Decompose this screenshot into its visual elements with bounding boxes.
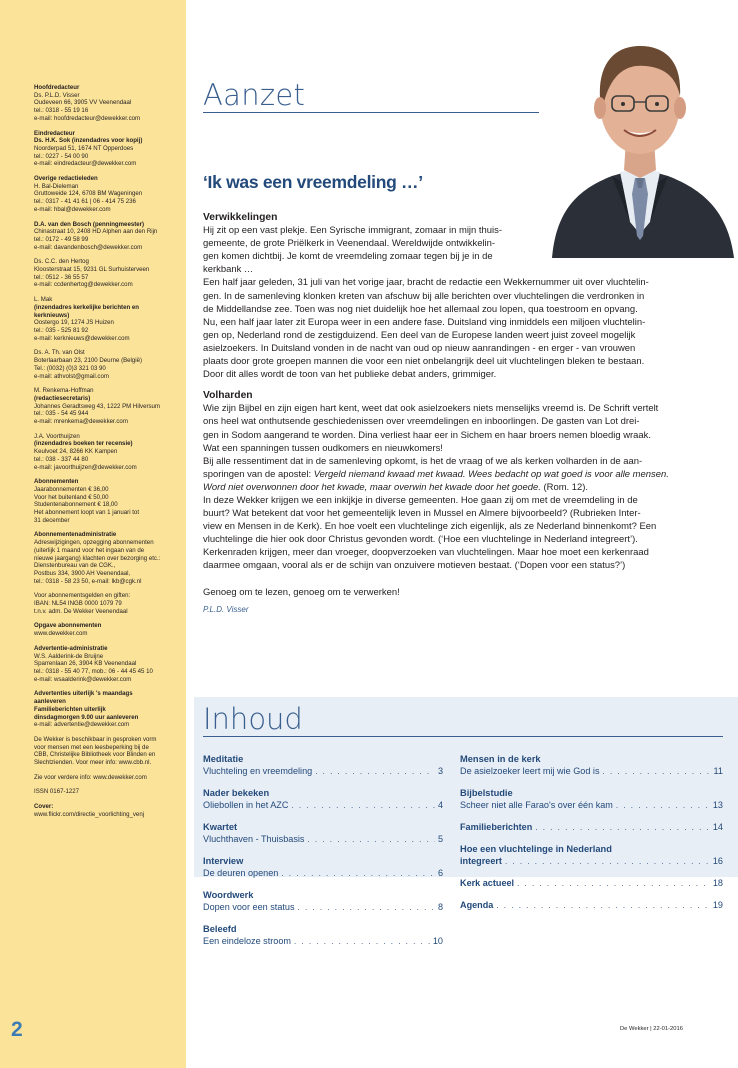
toc-title: Oliebollen in het AZC [203, 800, 289, 810]
colophon-line: L. Mak [34, 296, 53, 304]
toc-entry[interactable] [203, 889, 443, 914]
article-line: Wat een spanningen tussen oudkomers en nieuwkomers! [203, 442, 443, 454]
colophon-line: aanleveren [34, 698, 66, 706]
colophon-line: Zie voor verdere info: www.dewekker.com [34, 773, 147, 781]
article-line: buurt? Wat betekent dat voor het gemeentelijk leven in Mussel en Almere bijvoorbeeld? (Rubrieken Inter- [203, 508, 641, 520]
toc-leader [291, 800, 435, 812]
toc-section: Bijbelstudie [460, 788, 513, 798]
colophon-line: e-mail: wsaalderink@dewekker.com [34, 675, 132, 683]
colophon-block [34, 258, 184, 289]
colophon-block [34, 531, 184, 585]
colophon-block [34, 788, 184, 796]
colophon-line: (redactiesecretaris) [34, 394, 91, 402]
colophon-block [34, 803, 184, 818]
colophon-block [34, 387, 184, 426]
colophon-line: Postbus 334, 3900 AH Veenendaal, [34, 569, 131, 577]
colophon-line: e-mail: hbal@dewekker.com [34, 205, 111, 213]
toc-entry[interactable] [460, 753, 723, 778]
colophon-line: tel.: 0512 - 36 55 57 [34, 273, 89, 281]
colophon-line: Ds. C.C. den Hertog [34, 258, 89, 266]
toc-row [460, 799, 723, 812]
toc-leader [616, 800, 710, 812]
toc-entry[interactable] [203, 923, 443, 948]
colophon-line: tel.: 0318 - 55 19 16 [34, 107, 89, 115]
inhoud-rule [203, 736, 723, 737]
colophon-line: (uiterlijk 1 maand voor het ingaan van de [34, 546, 145, 554]
colophon-line: Voor het buitenland € 50,00 [34, 493, 109, 501]
colophon-line: Voor abonnementsgelden en giften: [34, 592, 131, 600]
toc-title: Familieberichten [460, 822, 533, 832]
colophon-line: kerknieuws) [34, 311, 70, 319]
colophon-line: W.S. Aalderink-de Bruijne [34, 652, 104, 660]
colophon-block [34, 736, 184, 767]
colophon-line: e-mail: advertentie@dewekker.com [34, 721, 130, 729]
colophon [34, 84, 184, 826]
colophon-block [34, 221, 184, 252]
toc-section: Nader bekeken [203, 788, 270, 798]
colophon-line: Noorderpad 51, 1674 NT Opperdoes [34, 144, 134, 152]
colophon-line: Studentenabonnement € 18,00 [34, 501, 118, 509]
colophon-line: Chinastraat 10, 2408 HD Alphen aan den Rijn [34, 228, 158, 236]
colophon-line: J.A. Voorthuijzen [34, 432, 80, 440]
toc-entry[interactable] [203, 821, 443, 846]
article-line: gemeente, de grote Priëlkerk in Veenendaal. Wereldwijde ontwikkelin- [203, 238, 496, 250]
toc-page-number: 19 [712, 900, 723, 910]
subhead-volharden: Volharden [203, 390, 253, 402]
colophon-line: Tel.: (0032) (0)3 321 03 90 [34, 364, 106, 372]
colophon-line: Eindredacteur [34, 129, 75, 137]
article-line: de Middellandse zee. Toen was nog niet duidelijk hoe het allemaal zou lopen, qua toestroom en opvang. [203, 303, 638, 315]
colophon-line: (inzendadres kerkelijke berichten en [34, 303, 139, 311]
colophon-block [34, 433, 184, 472]
article-line: In deze Wekker krijgen we een inkijkje in diverse gemeenten. Hoe gaan zij om met de vreemdeling in de [203, 494, 638, 506]
toc-page-number: 3 [437, 766, 443, 776]
colophon-line: tel.: 038 - 337 44 80 [34, 455, 89, 463]
colophon-line: voor mensen met een leesbeperking bij de [34, 743, 149, 751]
article-line: gen op, Nederland rond de zestigduizend. Een deel van de Europese landen weert juist zoveel mogelijk [203, 329, 636, 341]
toc-section: Kwartet [203, 822, 238, 832]
toc-page-number: 16 [712, 856, 723, 866]
colophon-line: Jaarabonnementen € 36,00 [34, 485, 109, 493]
quote-intro: sporingen van de apostel: [203, 468, 314, 480]
page-number: 2 [11, 1018, 23, 1041]
toc-left-column [203, 753, 443, 957]
colophon-line: tel.: 0318 - 58 23 50, e-mail: lkb@cgk.nl [34, 577, 142, 585]
colophon-line: tel.: 0317 - 41 41 61 | 06 - 414 75 236 [34, 198, 136, 206]
toc-leader [603, 766, 711, 778]
issue-footer: De Wekker | 22-01-2016 [620, 1026, 683, 1032]
colophon-line: H. Bal-Dieleman [34, 182, 79, 190]
toc-section: Interview [203, 856, 244, 866]
toc-row [203, 765, 443, 778]
colophon-line: e-mail: ccdenhertog@dewekker.com [34, 281, 133, 289]
toc-row [203, 833, 443, 846]
colophon-line: www.dewekker.com [34, 630, 88, 638]
colophon-line: e-mail: javoorthuijzen@dewekker.com [34, 463, 137, 471]
colophon-line: Slechtzienden. Voor meer info: www.cbb.nl. [34, 759, 152, 767]
colophon-line: Oudeveen 66, 3905 VV Veenendaal [34, 99, 132, 107]
colophon-block [34, 592, 184, 615]
colophon-line: tel.: 0318 - 55 40 77, mob.: 06 - 44 45 45 10 [34, 668, 153, 675]
colophon-line: Ds. H.K. Sok (inzendadres voor kopij) [34, 137, 143, 145]
colophon-line: Oostergo 19, 1274 JS Huizen [34, 319, 114, 327]
toc-leader [307, 834, 435, 846]
colophon-block [34, 622, 184, 637]
article-line: view en Mensen in de Kerk). En hoe voelt een vluchtelinge zich eigenlijk, als ze Nederland binnenkomt? Een [203, 521, 657, 533]
toc-entry[interactable] [460, 877, 723, 890]
toc-leader [517, 878, 710, 890]
colophon-line: Opgave abonnementen [34, 622, 102, 630]
toc-section: Beleefd [203, 924, 237, 934]
subhead-verwikkelingen: Verwikkelingen [203, 212, 278, 223]
toc-leader [294, 936, 430, 948]
closing-line: Genoeg om te lezen, genoeg om te verwerken! [203, 586, 400, 598]
toc-leader [505, 856, 710, 868]
colophon-line: Ds. P.L.D. Visser [34, 91, 80, 99]
colophon-line: Advertenties uiterlijk 's maandags [34, 690, 133, 698]
colophon-block [34, 349, 184, 380]
quote-text-1: Vergeld niemand kwaad met kwaad. Wees bedacht op wat goed is voor alle mensen. [313, 468, 669, 480]
colophon-line: www.flickr.com/directie_voorlichting_venj [34, 810, 145, 818]
colophon-block [34, 690, 184, 729]
colophon-line: 31 december [34, 516, 70, 524]
colophon-line: nieuwe jaargang) klachten over bezorging etc.: [34, 554, 161, 562]
toc-row [460, 765, 723, 778]
colophon-line: e-mail: davandenbosch@dewekker.com [34, 243, 143, 251]
toc-entry[interactable] [460, 899, 723, 912]
toc-title: Dopen voor een status [203, 902, 295, 912]
colophon-line: tel.: 035 - 54 45 944 [34, 410, 89, 418]
colophon-block [34, 175, 184, 214]
colophon-line: Adreswijzigingen, opzegging abonnementen [34, 539, 154, 547]
paragraph-volharden [203, 402, 703, 467]
toc-title: Kerk actueel [460, 878, 515, 888]
colophon-block [34, 645, 184, 684]
toc-leader [535, 822, 710, 834]
toc-page-number: 8 [437, 902, 443, 912]
toc-row [203, 935, 443, 948]
colophon-line: e-mail: kerknieuws@dewekker.com [34, 334, 130, 342]
toc-entry[interactable] [460, 821, 723, 834]
article-line: daarmee omgaan, vooral als er de schijn van onzuivere motieven bestaat. (‘Dopen voor een status?’) [203, 560, 626, 572]
toc-page-number: 5 [437, 834, 443, 844]
colophon-line: Cover: [34, 803, 54, 811]
toc-row [460, 855, 723, 868]
article-body [203, 211, 703, 616]
article-line: ons heel wat onthutsende geschiedenissen over vreemdelingen en inboorlingen. De gasten van Lot drei- [203, 416, 640, 428]
toc-page-number: 13 [712, 800, 723, 810]
toc-title: integreert [460, 856, 502, 866]
colophon-line: t.n.v. adm. De Wekker Veenendaal [34, 607, 128, 615]
quote-text-2: Word niet overwonnen door het kwade, maar overwin het kwade door het goede. [203, 481, 541, 493]
colophon-line: tel.: 035 - 525 81 92 [34, 326, 89, 334]
toc-title: Scheer niet alle Farao's over één kam [460, 800, 613, 810]
colophon-line: tel.: 0227 - 54 00 90 [34, 152, 89, 160]
toc-right-column [460, 753, 723, 921]
toc-title: Vluchteling en vreemdeling [203, 766, 313, 776]
colophon-line: Kloosterstraat 15, 9231 GL Surhuisterveen [34, 266, 150, 274]
colophon-block [34, 130, 184, 169]
colophon-line: e-mail: eindredacteur@dewekker.com [34, 160, 137, 168]
colophon-line: Familieberichten uiterlijk [34, 705, 106, 713]
paragraph-verwikkelingen [203, 224, 703, 381]
colophon-line: Dienstenbureau van de CGK., [34, 562, 116, 570]
colophon-line: Boterlaarbaan 23, 2100 Deurne (België) [34, 357, 143, 365]
article-line: gen. In de samenleving klonken kreten van afschuw bij alle berichten over vluchtelingen die verdronken in [203, 290, 645, 302]
toc-entry[interactable] [203, 855, 443, 880]
colophon-line: CBB, Christelijke Bibliotheek voor Blinden en [34, 751, 156, 759]
article-line: Een half jaar geleden, 31 juli van het vorige jaar, bracht de redactie een Wekkernummer uit over vluchtelin- [203, 277, 649, 289]
colophon-line: Advertentie-administratie [34, 644, 108, 652]
colophon-line: ISSN 0167-1227 [34, 788, 80, 796]
article-headline: ‘Ik was een vreemdeling …’ [203, 172, 423, 192]
article-line: gen komen dichtbij. Je komt de vreemdeling zomaar tegen bij je in de [203, 251, 493, 263]
article-line: Nu, een half jaar later zit Europa weer in een andere fase. Duitsland ving inmiddels een miljoen vluchtelin- [203, 316, 646, 328]
toc-page-number: 18 [712, 878, 723, 888]
toc-leader [281, 868, 435, 880]
colophon-line: Johannes Geradtsweg 43, 1222 PM Hilversum [34, 402, 161, 410]
colophon-block [34, 478, 184, 524]
toc-entry[interactable] [460, 843, 723, 868]
article-line: plaats door grote groepen mannen die voor een niet onbelangrijk deel uit vluchtelingen bleken te bestaan. [203, 356, 645, 368]
section-title-aanzet: Aanzet [203, 78, 306, 112]
paragraph-gemeenten [203, 494, 703, 573]
toc-page-number: 10 [432, 936, 443, 946]
colophon-line: Ds. A. Th. van Olst [34, 349, 85, 357]
colophon-line: De Wekker is beschikbaar in gesproken vorm [34, 735, 157, 743]
colophon-block [34, 774, 184, 782]
apostle-quote-line-1 [203, 468, 703, 481]
colophon-line: e-mail: athvolst@gmail.com [34, 372, 109, 380]
toc-title: Agenda [460, 900, 494, 910]
apostle-quote-line-2 [203, 481, 703, 494]
toc-row [203, 799, 443, 812]
article-line: Kerkenraden krijgen, meer dan vroeger, doopverzoeken van vluchtelingen. Maar hoe moet een kerkenraad [203, 547, 649, 559]
toc-row [203, 901, 443, 914]
colophon-line: M. Renkema-Hoffman [34, 387, 94, 395]
colophon-line: e-mail: hoofdredacteur@dewekker.com [34, 114, 141, 122]
toc-page-number: 6 [437, 868, 443, 878]
toc-section: Mensen in de kerk [460, 754, 541, 764]
colophon-sidebar [0, 0, 186, 1068]
toc-leader [298, 902, 435, 914]
toc-entry[interactable] [203, 753, 443, 778]
article-line: Door dit alles wordt de toon van het publieke debat anders, grimmiger. [203, 369, 497, 381]
toc-row [460, 821, 723, 834]
toc-section: Woordwerk [203, 890, 254, 900]
colophon-line: tel.: 0172 - 49 58 99 [34, 235, 89, 243]
colophon-line: Sparrenlaan 26, 3904 KB Veenendaal [34, 660, 137, 668]
section-title-inhoud: Inhoud [203, 702, 303, 736]
toc-section: Meditatie [203, 754, 244, 764]
toc-page-number: 4 [437, 800, 443, 810]
toc-leader [315, 766, 435, 778]
colophon-block [34, 296, 184, 342]
colophon-line: Keulvoet 24, 8266 KK Kampen [34, 448, 118, 456]
title-rule [203, 112, 539, 113]
toc-row [203, 867, 443, 880]
toc-row [460, 899, 723, 912]
article-line: kerkbank … [203, 264, 254, 276]
toc-page-number: 11 [713, 766, 723, 776]
toc-entry[interactable] [460, 787, 723, 812]
toc-page-number: 14 [712, 822, 723, 832]
article-line: Bij alle ressentiment dat in de samenleving opkomt, is het de vraag of we als kerken volharden in de aan- [203, 455, 643, 467]
colophon-line: dinsdagmorgen 9.00 uur aanleveren [34, 713, 139, 721]
article-line: asielzoekers. In Duitsland vonden in de nacht van oud op nieuw aanrandingen - en erger - van vrouwen [203, 342, 636, 354]
colophon-line: D.A. van den Bosch (penningmeester) [34, 220, 145, 228]
colophon-block [34, 84, 184, 123]
colophon-line: Overige redactieleden [34, 175, 98, 183]
toc-leader [496, 900, 710, 912]
colophon-line: e-mail: mrenkema@dewekker.com [34, 418, 128, 426]
article-line: gen in Sodom aangerand te worden. Dina verliest haar eer in Sichem en haar broers nemen bloedig wraak. [203, 429, 652, 441]
article-line: Hij zit op een vast plekje. Een Syrische immigrant, zomaar in mijn thuis- [203, 225, 502, 237]
toc-title: De deuren openen [203, 868, 279, 878]
colophon-line: (inzendadres boeken ter recensie) [34, 440, 133, 448]
article-line: vluchtelinge die hier ook door Christus gevonden wordt. (‘Hoe een vluchtelinge in Nederland integreert’). [203, 534, 638, 546]
toc-entry[interactable] [203, 787, 443, 812]
toc-title: Vluchthaven - Thuisbasis [203, 834, 305, 844]
colophon-line: IBAN: NL54 INGB 0000 1079 79 [34, 600, 122, 608]
colophon-line: Abonnementen [34, 478, 79, 486]
toc-title: De asielzoeker leert mij wie God is [460, 766, 600, 776]
toc-title: Een eindeloze stroom [203, 936, 291, 946]
colophon-line: Abonnementenadministratie [34, 531, 117, 539]
colophon-line: Gruttoweide 124, 6708 BM Wageningen [34, 190, 143, 198]
quote-reference: (Rom. 12). [540, 481, 589, 493]
colophon-line: Het abonnement loopt van 1 januari tot [34, 509, 140, 517]
author-signature: P.L.D. Visser [203, 604, 249, 614]
toc-row [460, 877, 723, 890]
article-line: Wie zijn Bijbel en zijn eigen hart kent, weet dat ook asielzoekers niets menselijks vreemd is. De Schrift vertelt [203, 403, 659, 415]
colophon-line: Hoofdredacteur [34, 84, 80, 91]
toc-section: Hoe een vluchtelinge in Nederland [460, 844, 612, 854]
